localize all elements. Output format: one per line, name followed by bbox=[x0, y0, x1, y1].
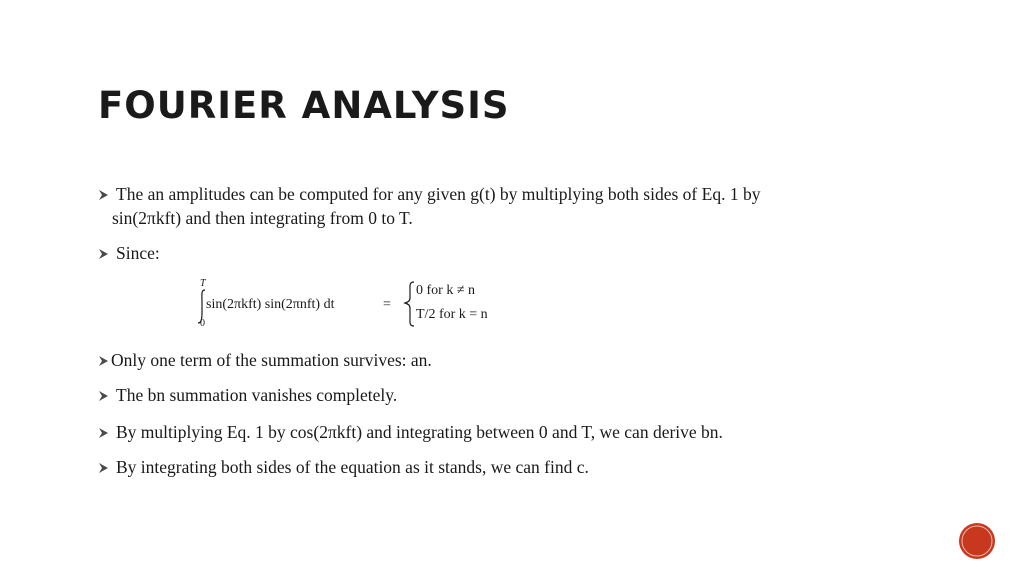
arrow-bullet-icon bbox=[99, 249, 108, 259]
bullet-text: Since: bbox=[116, 243, 160, 263]
arrow-bullet-icon bbox=[99, 356, 108, 366]
arrow-bullet-icon bbox=[99, 463, 108, 473]
bullet-text-line1: The an amplitudes can be computed for any given g(t) by multiplying both sides of Eq. 1 by bbox=[116, 184, 761, 204]
bullet-derive-bn bbox=[99, 420, 723, 444]
equation-upper-limit: T bbox=[200, 278, 206, 289]
bullet-find-c bbox=[99, 455, 589, 479]
bullet-amplitudes bbox=[99, 182, 929, 230]
equation-lower-limit: 0 bbox=[200, 318, 205, 329]
equation-integrand: sin(2πkft) sin(2πnft) dt bbox=[206, 297, 335, 312]
bullet-text: By multiplying Eq. 1 by cos(2πkft) and integrating between 0 and T, we can derive bn. bbox=[116, 422, 723, 442]
arrow-bullet-icon bbox=[99, 428, 108, 438]
bullet-one-term bbox=[99, 348, 432, 372]
bullet-since bbox=[99, 241, 160, 265]
bullet-text: The bn summation vanishes completely. bbox=[116, 385, 398, 405]
equation-equals: = bbox=[383, 297, 391, 312]
arrow-bullet-icon bbox=[99, 190, 108, 200]
equation-case-1: 0 for k ≠ n bbox=[416, 283, 476, 298]
orthogonality-equation bbox=[196, 276, 516, 330]
bullet-text: Only one term of the summation survives: an. bbox=[111, 350, 432, 370]
arrow-bullet-icon bbox=[99, 391, 108, 401]
bullet-text-line2: sin(2πkft) and then integrating from 0 to T. bbox=[112, 208, 413, 228]
bullet-bn-vanishes bbox=[99, 383, 397, 407]
cases-brace bbox=[405, 282, 414, 326]
slide-title: FOURIER ANALYSIS bbox=[98, 84, 510, 127]
bullet-text: By integrating both sides of the equation as it stands, we can find c. bbox=[116, 457, 589, 477]
equation-case-2: T/2 for k = n bbox=[416, 307, 488, 322]
slide-number-badge-icon bbox=[958, 522, 996, 560]
